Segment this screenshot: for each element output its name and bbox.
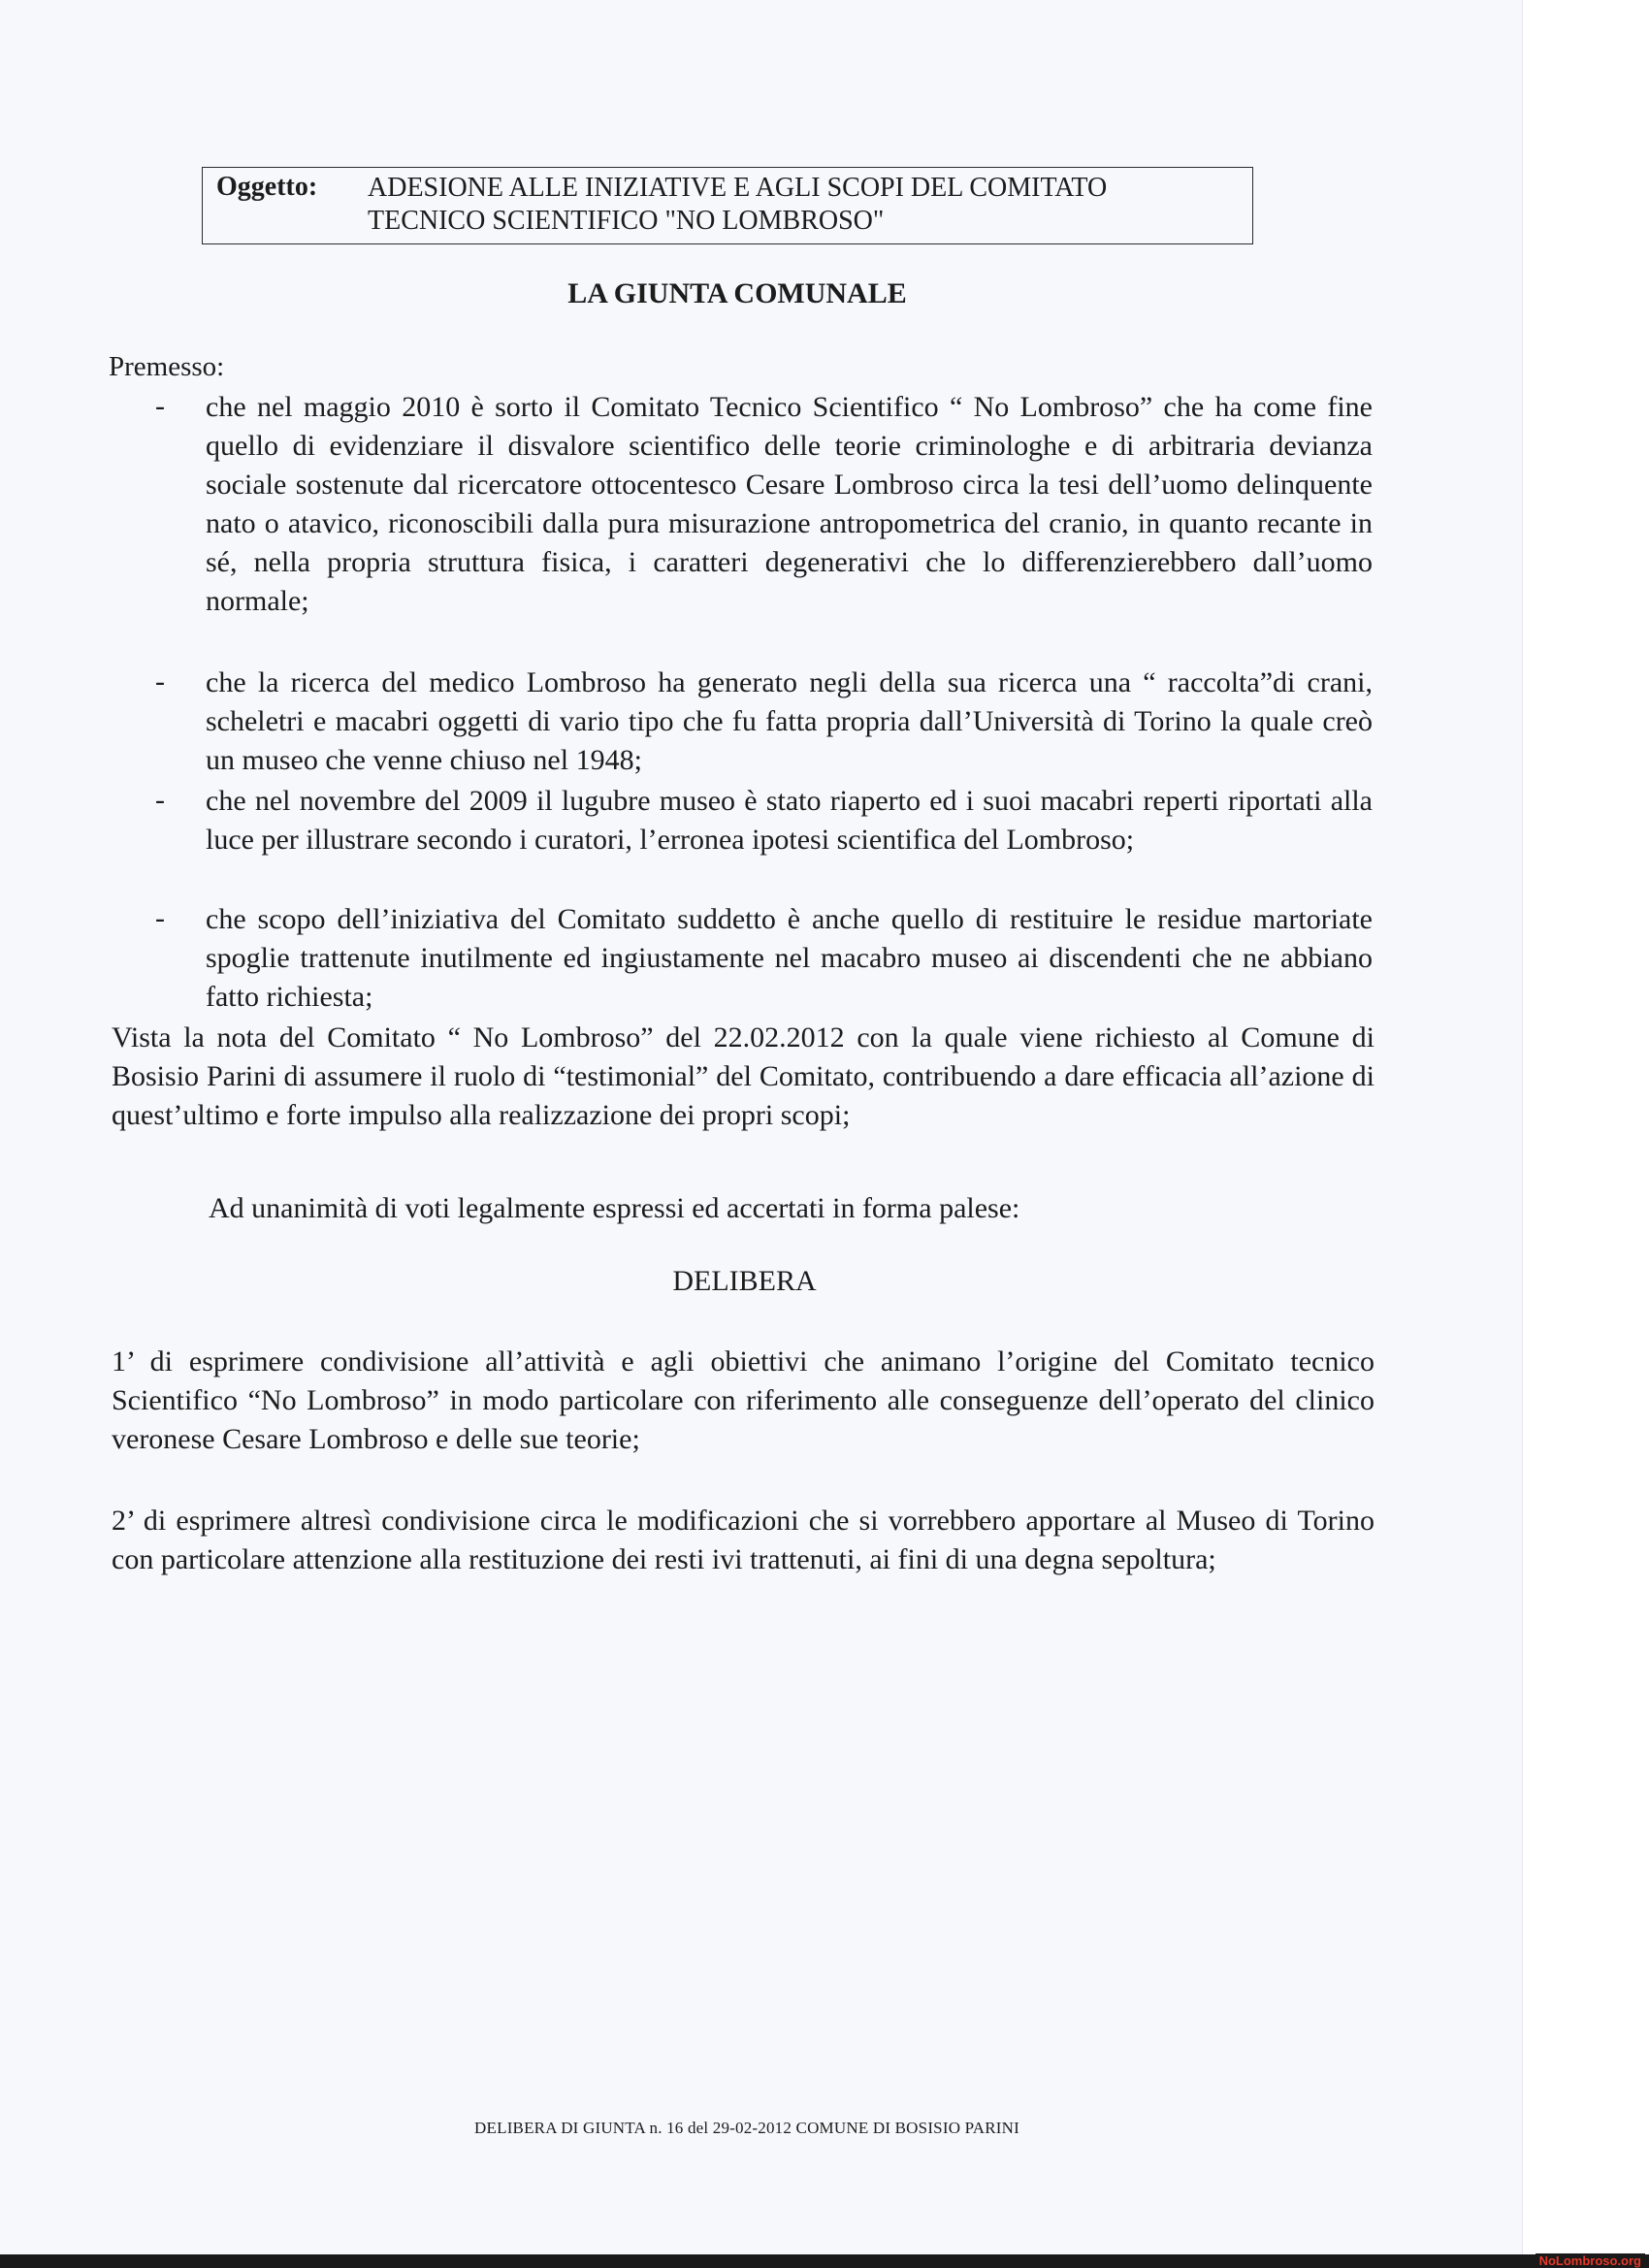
subject-text: [368, 172, 1107, 238]
scan-bottom-band: [0, 2254, 1649, 2268]
premesso-label: Premesso:: [109, 351, 225, 382]
vista-paragraph: Vista la nota del Comitato “ No Lombroso” del 22.02.2012 con la quale viene richiesto al Comune di Bosisio Parini di assumere il ruolo di “testimonial” del Comitato, contribuendo a dare efficacia all’azione di quest’ultimo e forte impulso alla realizzazione dei propri scopi;: [112, 1021, 1374, 1131]
subject-box: [202, 167, 1253, 244]
resolution-point-1: 1’ di esprimere condivisione all’attività e agli obiettivi che animano l’origine del Comitato tecnico Scientifico “No Lombroso” in modo particolare con riferimento alle conseguenze dell’operato del clinico veronese Cesare Lombroso e delle sue teorie;: [112, 1345, 1374, 1455]
page-edge: [1522, 0, 1649, 2268]
premise-text: che nel novembre del 2009 il lugubre museo è stato riaperto ed i suoi macabri reperti riportati alla luce per illustrare secondo i curatori, l’erronea ipotesi scientifica del Lombroso;: [206, 785, 1373, 856]
subject-line-2: TECNICO SCIENTIFICO "NO LOMBROSO": [368, 206, 885, 236]
bullet-dash: -: [155, 784, 165, 816]
premise-text: che scopo dell’iniziativa del Comitato suddetto è anche quello di restituire le residue martoriate spoglie trattenute inutilmente ed ingiustamente nel macabro museo ai discendenti che ne abbiano fatto richiesta;: [206, 903, 1373, 1013]
subject-line-1: ADESIONE ALLE INIZIATIVE E AGLI SCOPI DEL COMITATO: [368, 173, 1108, 203]
document-title: LA GIUNTA COMUNALE: [567, 277, 907, 309]
subject-label: Oggetto:: [216, 172, 318, 202]
site-watermark: NoLombroso.org: [1536, 2253, 1645, 2268]
premise-text: che la ricerca del medico Lombroso ha generato negli della sua ricerca una “ raccolta”di crani, scheletri e macabri oggetti di vario tipo che fu fatta propria dall’Università di Torino la quale creò un museo che venne chiuso nel 1948;: [206, 666, 1373, 776]
page-footer: DELIBERA DI GIUNTA n. 16 del 29-02-2012 COMUNE DI BOSISIO PARINI: [474, 2119, 1019, 2137]
premise-text: che nel maggio 2010 è sorto il Comitato Tecnico Scientifico “ No Lombroso” che ha come fine quello di evidenziare il disvalore scientifico delle teorie criminologhe e di arbitraria devianza sociale sostenute dal ricercatore ottocentesco Cesare Lombroso circa la tesi dell’uomo delinquente nato o atavico, riconoscibili dalla pura misurazione antropometrica del cranio, in quanto recante in sé, nella propria struttura fisica, i caratteri degenerativi che lo differenzierebbero dall’uomo normale;: [206, 391, 1373, 617]
bullet-dash: -: [155, 390, 165, 422]
bullet-dash: -: [155, 665, 165, 697]
resolution-point-2: 2’ di esprimere altresì condivisione circa le modificazioni che si vorrebbero apportare al Museo di Torino con particolare attenzione alla restituzione dei resti ivi trattenuti, ai fini di una degna sepoltura;: [112, 1505, 1374, 1575]
bullet-dash: -: [155, 902, 165, 934]
delibera-heading: DELIBERA: [672, 1265, 817, 1297]
unanimity-paragraph: Ad unanimità di voti legalmente espressi ed accertati in forma palese:: [209, 1192, 1020, 1224]
